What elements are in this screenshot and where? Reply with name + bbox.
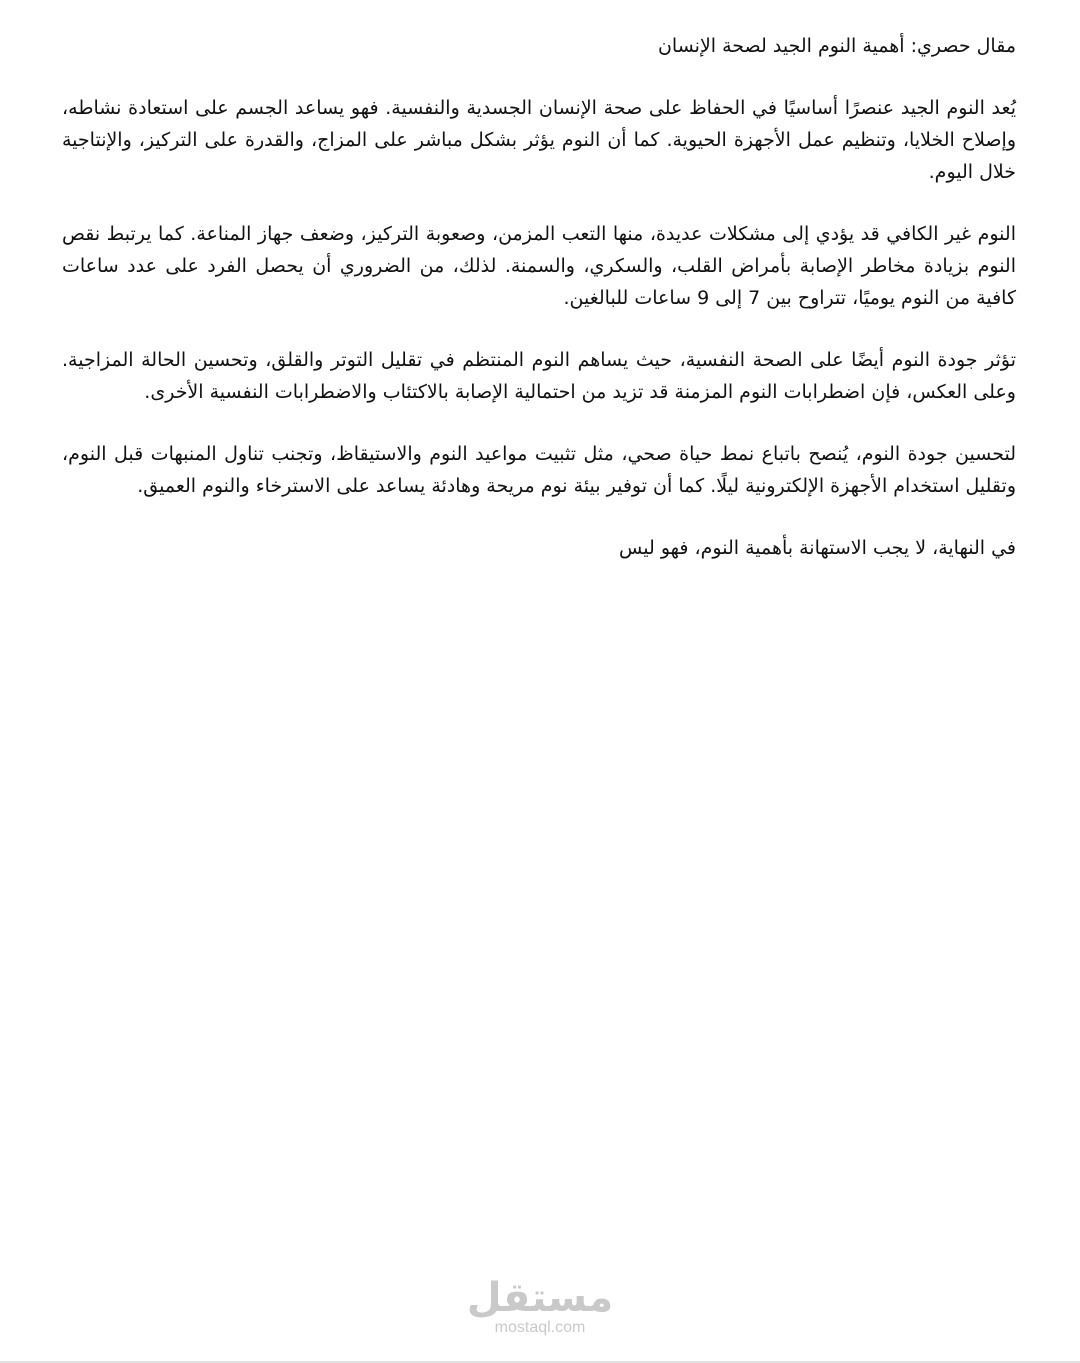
paragraph-1: يُعد النوم الجيد عنصرًا أساسيًا في الحفاظ على صحة الإنسان الجسدية والنفسية. فهو يساعد الجسم على استعادة نشاطه، وإصلاح الخلايا، وتنظيم عمل الأجهزة الحيوية. كما أن النوم يؤثر بشكل مباشر على المزاج، والقدرة على التركيز، والإنتاجية خلال اليوم. (62, 97, 1016, 183)
paragraph-2: النوم غير الكافي قد يؤدي إلى مشكلات عديدة، منها التعب المزمن، وصعوبة التركيز، وضعف جهاز المناعة. كما يرتبط نقص النوم بزيادة مخاطر الإصابة بأمراض القلب، والسكري، والسمنة. لذلك، من الضروري أن يحصل الفرد على عدد ساعات كافية من النوم يوميًا، تتراوح بين 7 إلى 9 ساعات للبالغين. (62, 223, 1016, 309)
watermark-domain: mostaql.com (494, 1319, 586, 1336)
paragraph-4: لتحسين جودة النوم، يُنصح باتباع نمط حياة صحي، مثل تثبيت مواعيد النوم والاستيقاظ، وتجنب تناول المنبهات قبل النوم، وتقليل استخدام الأجهزة الإلكترونية ليلًا. كما أن توفير بيئة نوم مريحة وهادئة يساعد على الاسترخاء والنوم العميق. (62, 443, 1016, 497)
mostaql-watermark (0, 1276, 1080, 1336)
paragraph-5: في النهاية، لا يجب الاستهانة بأهمية النوم، فهو ليس (619, 537, 1016, 559)
article-body (62, 30, 1016, 594)
article-title: مقال حصري: أهمية النوم الجيد لصحة الإنسان (657, 35, 1016, 57)
watermark-logo: مستقل (466, 1275, 614, 1321)
paragraph-3: تؤثر جودة النوم أيضًا على الصحة النفسية، حيث يساهم النوم المنتظم في تقليل التوتر والقلق، وتحسين الحالة المزاجية. وعلى العكس، فإن اضطرابات النوم المزمنة قد تزيد من احتمالية الإصابة بالاكتئاب والاضطرابات النفسية الأخرى. (62, 349, 1016, 403)
